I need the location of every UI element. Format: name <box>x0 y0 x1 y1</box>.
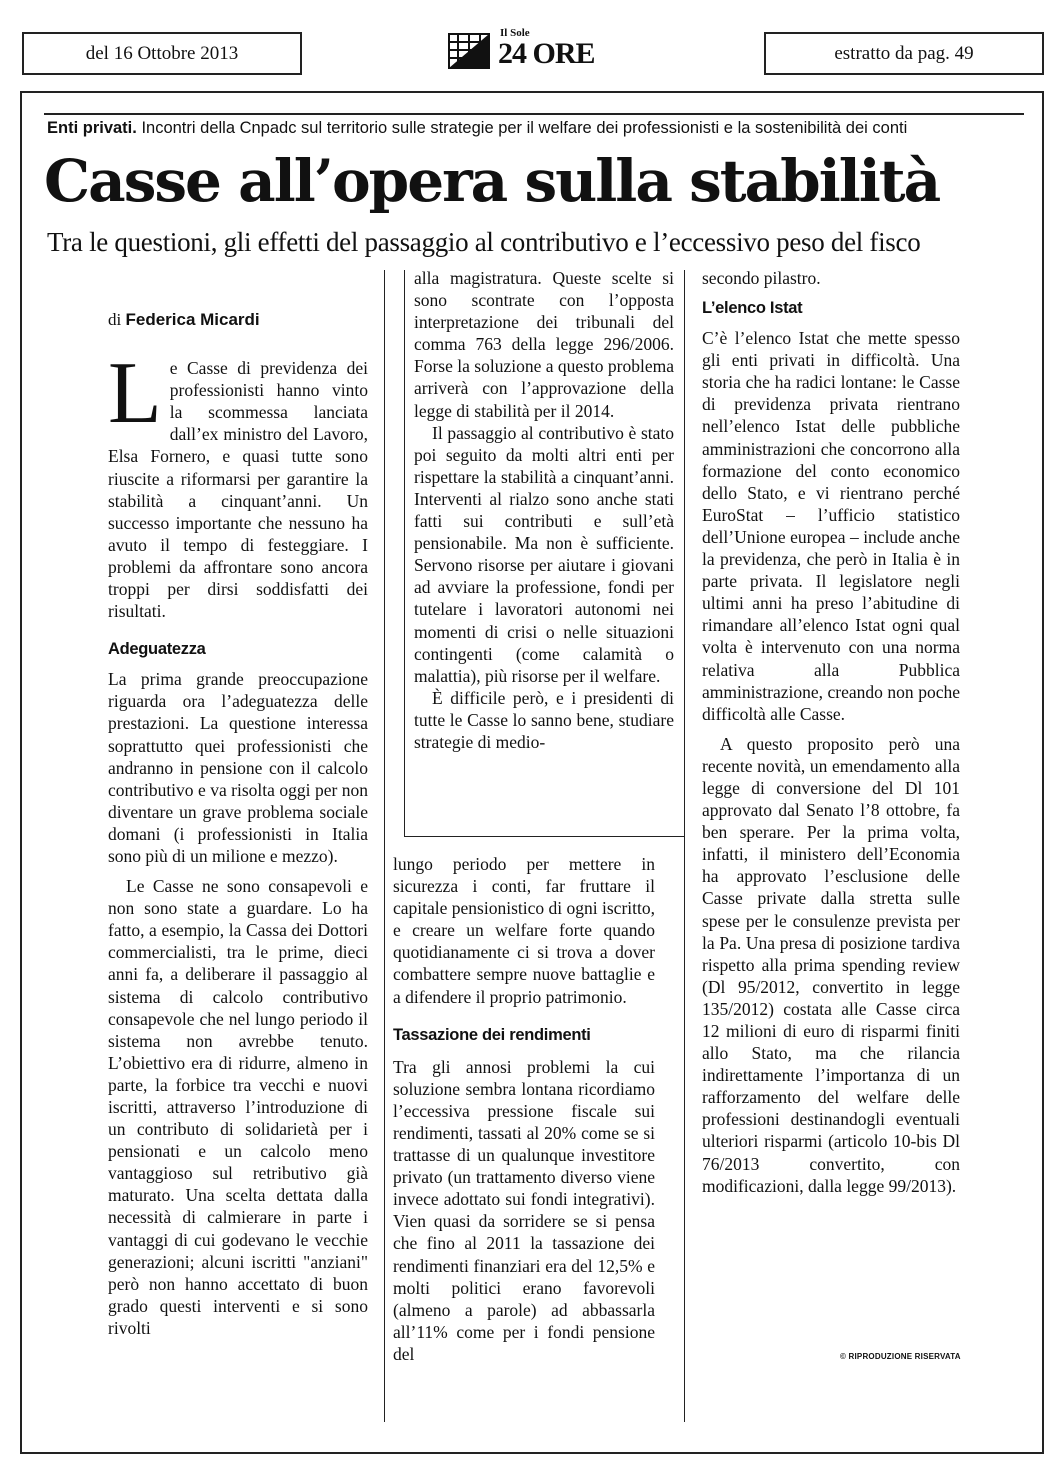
column-1 <box>108 309 368 1339</box>
paragraph-adeguatezza-1: La prima grande preoccupazione riguarda ora l’adeguatezza delle prestazioni. La questione interessa soprattutto quei professionisti che andranno in pensione con il calcolo contributivo e va risolta oggi per non diventare un grave problema sociale domani (i professionisti in Italia sono più di un milione e mezzo). <box>108 669 368 866</box>
paragraph-col2-c: È difficile però, e i presidenti di tutte le Casse lo sanno bene, studiare strategie di medio- <box>414 687 674 752</box>
paragraph-tassazione: Tra gli annosi problemi la cui soluzione sembra lontana ricordiamo l’eccessiva pressione fiscale sui rendimenti, tassati al 20% come se si trattasse di un qualunque investitore privato (un trattamento diverso viene invece adottato sui fondi integrativi). Vien quasi da sorridere se si pensa che fino al 2011 la tassazione dei rendimenti finanziari era del 12,5% e molti politici erano favorevoli (almeno a parole) ad abbassarla all’11% come per i fondi pensione del <box>393 1056 655 1364</box>
newspaper-logo <box>448 27 618 73</box>
intro-text: e Casse di previdenza dei professionisti hanno vinto la scommessa lanciata dall’ex ministro del Lavoro, Elsa Fornero, e quasi tutte sono riuscite a riformarsi per garantire la stabilità a cinquant’anni. Un successo importante che nessuno ha avuto il tempo di festeggiare. I problemi da affrontare sono ancora troppi per dirsi soddisfatti dei risultati. <box>108 358 368 622</box>
section-heading-adeguatezza: Adeguatezza <box>108 640 206 659</box>
paragraph-col2-b: Il passaggio al contributivo è stato poi seguito da molti altri enti per rispettare la stabilità a cinquant’anni. Interventi al rialzo sono anche stati fatti sui contributi e sull’età pensionabile. Ma non è sufficiente. Servono risorse per aiutare i giovani ad avviare la professione, fondi per tutelare i lavoratori autonomi nei momenti di crisi o nelle situazioni contingenti (come calamità o malattia), più risorse per il welfare. <box>414 422 674 686</box>
paragraph-col3-cont: secondo pilastro. <box>702 268 821 288</box>
byline-author: Federica Micardi <box>125 310 260 329</box>
paragraph-col2-d: lungo periodo per mettere in sicurezza i conti, far fruttare il capitale pensionistico di ogni iscritto, e creare un welfare forte quando quotidianamente ci si trova a dover combattere sempre nuove battaglie e a difendere il proprio patrimonio. <box>393 854 655 1007</box>
section-heading-tassazione: Tassazione dei rendimenti <box>393 1025 591 1044</box>
section-heading-istat: L’elenco Istat <box>702 299 803 318</box>
column-rule-3 <box>684 270 685 1422</box>
paragraph-proposito: A questo proposito però una recente novità, un emendamento alla legge di conversione del Dl 101 approvato dal Senato l’8 ottobre, fa ben sperare. Per la prima volta, infatti, il ministero dell’Economia ha approvato l’esclusione delle Casse private dalla stretta sulle spese per le consulenze prevista per la Pa. Una presa di posizione tardiva rispetto alla prima spending review (Dl 95/2012, convertito in legge 135/2012) costata alle Casse circa 12 milioni di euro di risparmi finiti allo Stato, ma che rilancia indirettamente l’importanza di un rafforzamento del welfare delle professioni destinandogli eventuali ulteriori risparmi (articolo 10-bis Dl 76/2013 convertito, con modificazioni, dalla legge 99/2013). <box>702 733 960 1196</box>
article-subheadline: Tra le questioni, gli effetti del passaggio al contributivo e l’eccessivo peso del fisco <box>47 227 921 257</box>
intro-paragraph <box>108 345 368 622</box>
date-box <box>22 32 302 75</box>
paragraph-istat: C’è l’elenco Istat che mette spesso gli enti privati in difficoltà. Una storia che ha radici lontane: le Casse di previdenza privata rientrano nell’elenco Istat delle pubbliche amministrazioni che concorrono alla formazione del conto economico dello Stato, e vi rientrano perché EuroStat – l’ufficio statistico dell’Unione europea – include anche la previdenza, che però in Italia è in parte privata. Il legislatore negli ultimi anni ha preso l’abitudine di rimandare all’elenco Istat ogni qual volta è intervenuto con una norma relativa alla Pubblica amministrazione, creando non poche difficoltà alle Casse. <box>702 328 960 724</box>
logo-main-text: 24 ORE <box>498 37 595 70</box>
column-2-bottom <box>393 853 655 1365</box>
column-rule-2a <box>404 270 405 836</box>
publication-date: del 16 Ottobre 2013 <box>85 43 239 64</box>
page-reference: estratto da pag. 49 <box>834 43 974 64</box>
copyright-notice: © RIPRODUZIONE RISERVATA <box>840 1352 961 1361</box>
paragraph-adeguatezza-2: Le Casse ne sono consapevoli e non sono state a guardare. Lo ha fatto, a esempio, la Cassa dei Dottori commercialisti, tra le prime, dieci anni fa, a deliberare il passaggio al sistema di calcolo contributivo consapevole che nel lungo periodo il sistema non avrebbe tenuto. L’obiettivo era di ridurre, almeno in parte, la forbice tra vecchi e nuovi iscritti, attraverso l’introduzione di un contributo di solidarietà per i pensionati e un calcolo meno vantaggioso sul retributivo già maturato. Una scelta dettata dalla necessità di calmierare in parte i vantaggi di cui godevano le vecchie generazioni; alcuni iscritti "anziani" però non hanno accettato di buon grado questi interventi e si sono rivolti <box>108 876 368 1338</box>
paragraph-col2-cont: alla magistratura. Queste scelte si sono scontrate con l’opposta interpretazione dei tribunali del comma 763 della legge 296/2006. Forse la soluzione a questo problema arriverà con l’approvazione della legge di stabilità per il 2014. <box>414 268 675 421</box>
logo-mark-icon <box>448 33 490 69</box>
logo-small-text: Il Sole <box>500 27 530 39</box>
column-break-rule <box>404 836 685 837</box>
column-3 <box>702 267 960 1197</box>
kicker-label: Enti privati. <box>47 119 137 137</box>
article-kicker <box>47 119 1017 138</box>
page-box <box>764 32 1044 75</box>
byline <box>108 309 368 331</box>
kicker-text: Incontri della Cnpadc sul territorio sulle strategie per il welfare dei professionisti e la sostenibilità dei conti <box>136 119 908 137</box>
kicker-rule <box>44 113 1024 115</box>
article-headline: Casse all’opera sulla stabilità <box>44 147 940 215</box>
column-rule-1 <box>384 270 385 1422</box>
drop-cap: L <box>108 345 162 443</box>
column-2-top <box>414 267 674 753</box>
byline-prefix: di <box>108 310 126 329</box>
